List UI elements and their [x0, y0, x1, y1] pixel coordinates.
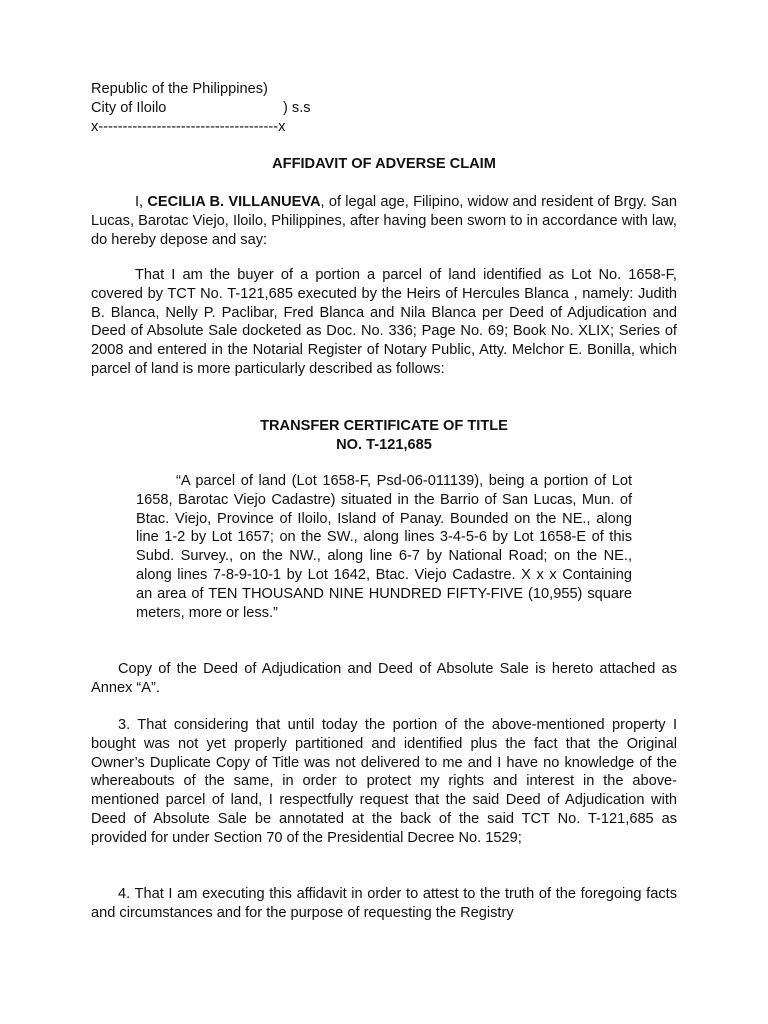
tct-heading-line1: TRANSFER CERTIFICATE OF TITLE [260, 418, 508, 434]
tct-heading-line2: NO. T-121,685 [336, 437, 432, 453]
document-title: AFFIDAVIT OF ADVERSE CLAIM [272, 156, 496, 172]
intro-paragraph [91, 193, 677, 249]
intro-lead: I, [135, 194, 148, 210]
venue-caption [91, 80, 391, 136]
intro-rest: , of legal age, Filipino, widow and resident of Brgy. San Lucas, Barotac Viejo, Iloilo, Philippines, after having been sworn to in accordance with law, do hereby depose and say: [91, 194, 677, 248]
paragraph-3: 3. That considering that until today the portion of the above-mentioned property I bought was not yet properly partitioned and identified plus the fact that the Original Owner’s Duplicate Copy of Title was not delivered to me and I have no knowledge of the whereabouts of the same, in order to protect my rights and interest in the above-mentioned parcel of land, I respectfully request that the said Deed of Adjudication with Deed of Absolute Sale be annotated at the back of the said TCT No. T-121,685 as provided for under Section 70 of the Presidential Decree No. 1529; [91, 717, 677, 846]
caption-city-row [91, 99, 391, 118]
paragraph-4: 4. That I am executing this affidavit in order to attest to the truth of the foregoing facts and circumstances and for the purpose of requesting the Registry [91, 886, 677, 921]
paragraph-1: That I am the buyer of a portion a parcel of land identified as Lot No. 1658-F, covered by TCT No. T-121,685 executed by the Heirs of Hercules Blanca , namely: Judith B. Blanca, Nelly P. Paclibar, Fred Blanca and Nila Blanca per Deed of Adjudication and Deed of Absolute Sale docketed as Doc. No. 336; Page No. 69; Book No. XLIX; Series of 2008 and entered in the Notarial Register of Notary Public, Atty. Melchor E. Bonilla, which parcel of land is more particularly described as follows: [91, 267, 677, 377]
annex-paragraph: Copy of the Deed of Adjudication and Deed of Absolute Sale is hereto attached as Annex “A”. [91, 661, 677, 696]
affiant-name: CECILIA B. VILLANUEVA [147, 194, 321, 210]
caption-city: City of Iloilo [91, 99, 167, 116]
caption-ss: ) s.s [283, 99, 311, 116]
caption-republic: Republic of the Philippines) [91, 81, 268, 97]
property-description-quote: “A parcel of land (Lot 1658-F, Psd-06-011139), being a portion of Lot 1658, Barotac Viejo Cadastre) situated in the Barrio of San Lucas, Mun. of Btac. Viejo, Province of Iloilo, Island of Panay. Bounded on the NE., along line 1-2 by Lot 1657; on the SW., along lines 3-4-5-6 by Lot 1658-E of this Subd. Survey., on the NW., along line 6-7 by National Road; on the NE., along lines 7-8-9-10-1 by Lot 1642, Btac. Viejo Cadastre. X x x Containing an area of TEN THOUSAND NINE HUNDRED FIFTY-FIVE (10,955) square meters, more or less.” [136, 473, 632, 621]
caption-rule: x-------------------------------------x [91, 118, 286, 135]
